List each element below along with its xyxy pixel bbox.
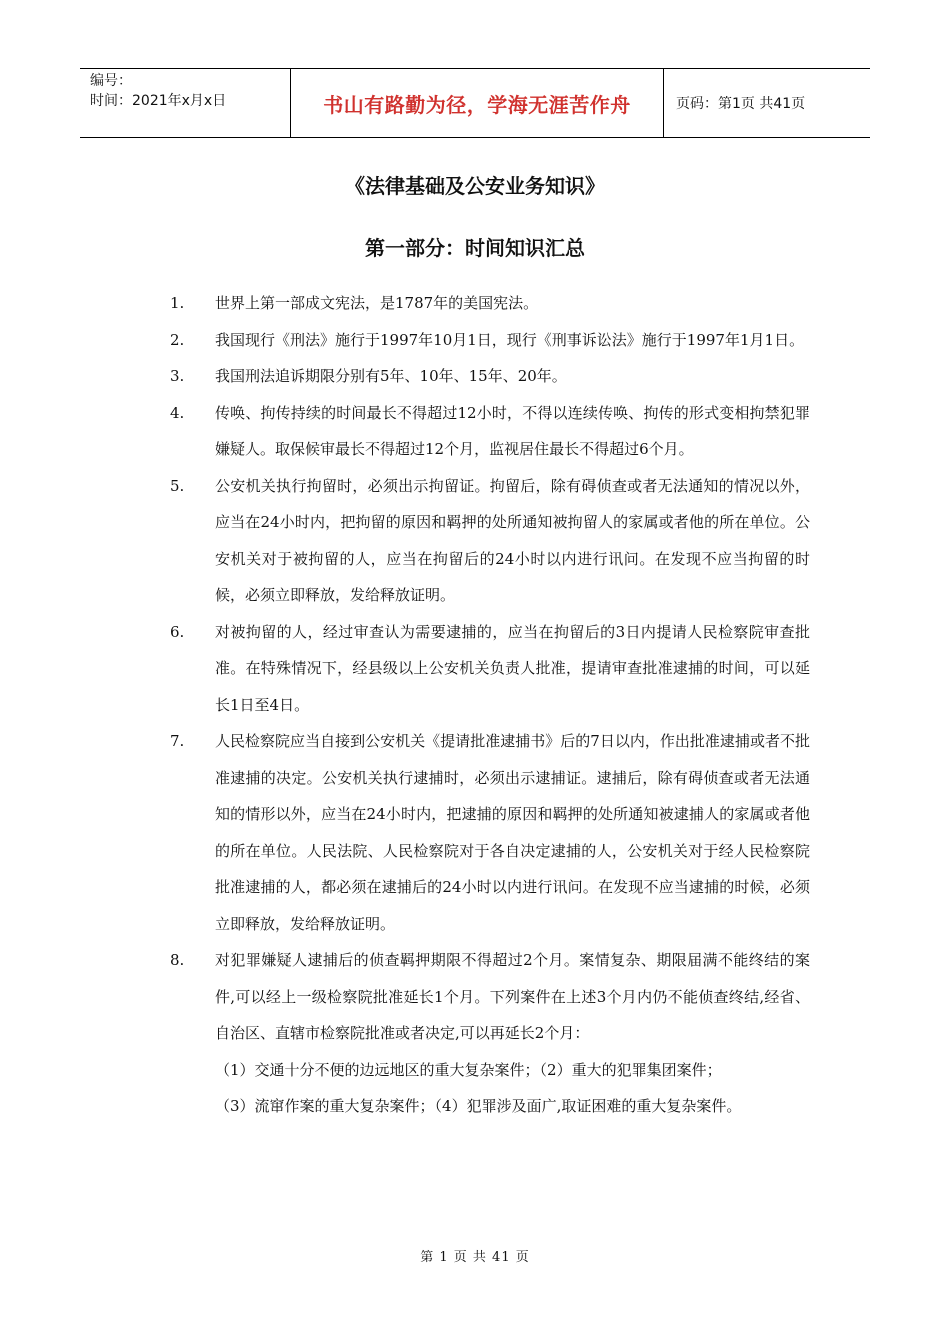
serial-number-label: 编号：: [90, 73, 132, 89]
header-page-info: 页码：第1页 共41页: [676, 96, 806, 112]
item-text: 对犯罪嫌疑人逮捕后的侦查羁押期限不得超过2个月。案情复杂、期限届满不能终结的案件,可以经上一级检察院批准延长1个月。下列案件在上述3个月内仍不能侦查终结,经省、自治区、直辖市检察院批准或者决定,可以再延长2个月：: [215, 951, 810, 1042]
item-text: 公安机关执行拘留时，必须出示拘留证。拘留后，除有碍侦查或者无法通知的情况以外，应当在24小时内，把拘留的原因和羁押的处所通知被拘留人的家属或者他的所在单位。公安机关对于被拘留的人，应当在拘留后的24小时以内进行讯问。在发现不应当拘留的时候，必须立即释放，发给释放证明。: [215, 476, 810, 604]
sub-item-line: （3）流窜作案的重大复杂案件；（4）犯罪涉及面广,取证困难的重大复杂案件。: [215, 1097, 742, 1115]
section-title: 第一部分：时间知识汇总: [365, 236, 585, 260]
list-item: [170, 395, 810, 468]
list-item: [170, 723, 810, 942]
item-text: 世界上第一部成文宪法，是1787年的美国宪法。: [215, 294, 539, 312]
header-motto: 书山有路勤为径，学海无涯苦作舟: [290, 69, 664, 137]
page-footer: 第 1 页 共 41 页: [420, 1250, 530, 1265]
item-number: 1.: [170, 294, 185, 312]
list-item: [170, 614, 810, 724]
item-list: [170, 285, 810, 1125]
item-text: 传唤、拘传持续的时间最长不得超过12小时，不得以连续传唤、拘传的形式变相拘禁犯罪嫌疑人。取保候审最长不得超过12个月，监视居住最长不得超过6个月。: [215, 403, 810, 458]
list-item: [170, 322, 810, 359]
document-title: 《法律基础及公安业务知识》: [345, 174, 605, 198]
item-number: 4.: [170, 403, 185, 422]
item-number: 6.: [170, 622, 185, 641]
item-number: 3.: [170, 367, 185, 385]
sub-item-line: （1）交通十分不便的边远地区的重大复杂案件；（2）重大的犯罪集团案件；: [215, 1060, 722, 1079]
header-table: [80, 68, 870, 138]
date-label: 时间：2021年x月x日: [90, 93, 227, 109]
item-text: 我国现行《刑法》施行于1997年10月1日，现行《刑事诉讼法》施行于1997年1月1日。: [215, 330, 805, 349]
item-number: 7.: [170, 732, 185, 750]
list-item: [170, 942, 810, 1052]
item-number: 2.: [170, 330, 185, 349]
item-text: 对被拘留的人，经过审查认为需要逮捕的，应当在拘留后的3日内提请人民检察院审查批准。在特殊情况下，经县级以上公安机关负责人批准，提请审查批准逮捕的时间，可以延长1日至4日。: [215, 622, 810, 714]
item-number: 5.: [170, 476, 185, 495]
item-text: 人民检察院应当自接到公安机关《提请批准逮捕书》后的7日以内，作出批准逮捕或者不批准逮捕的决定。公安机关执行逮捕时，必须出示逮捕证。逮捕后，除有碍侦查或者无法通知的情形以外，应当在24小时内，把逮捕的原因和羁押的处所通知被逮捕人的家属或者他的所在单位。人民法院、人民检察院对于各自决定逮捕的人，公安机关对于经人民检察院批准逮捕的人，都必须在逮捕后的24小时以内进行讯问。在发现不应当逮捕的时候，必须立即释放，发给释放证明。: [215, 732, 810, 933]
item-text: 我国刑法追诉期限分别有5年、10年、15年、20年。: [215, 367, 567, 385]
header-info: [80, 69, 290, 137]
list-item: [170, 285, 810, 322]
list-item: [170, 358, 810, 395]
item-number: 8.: [170, 951, 185, 969]
list-item: [170, 468, 810, 614]
